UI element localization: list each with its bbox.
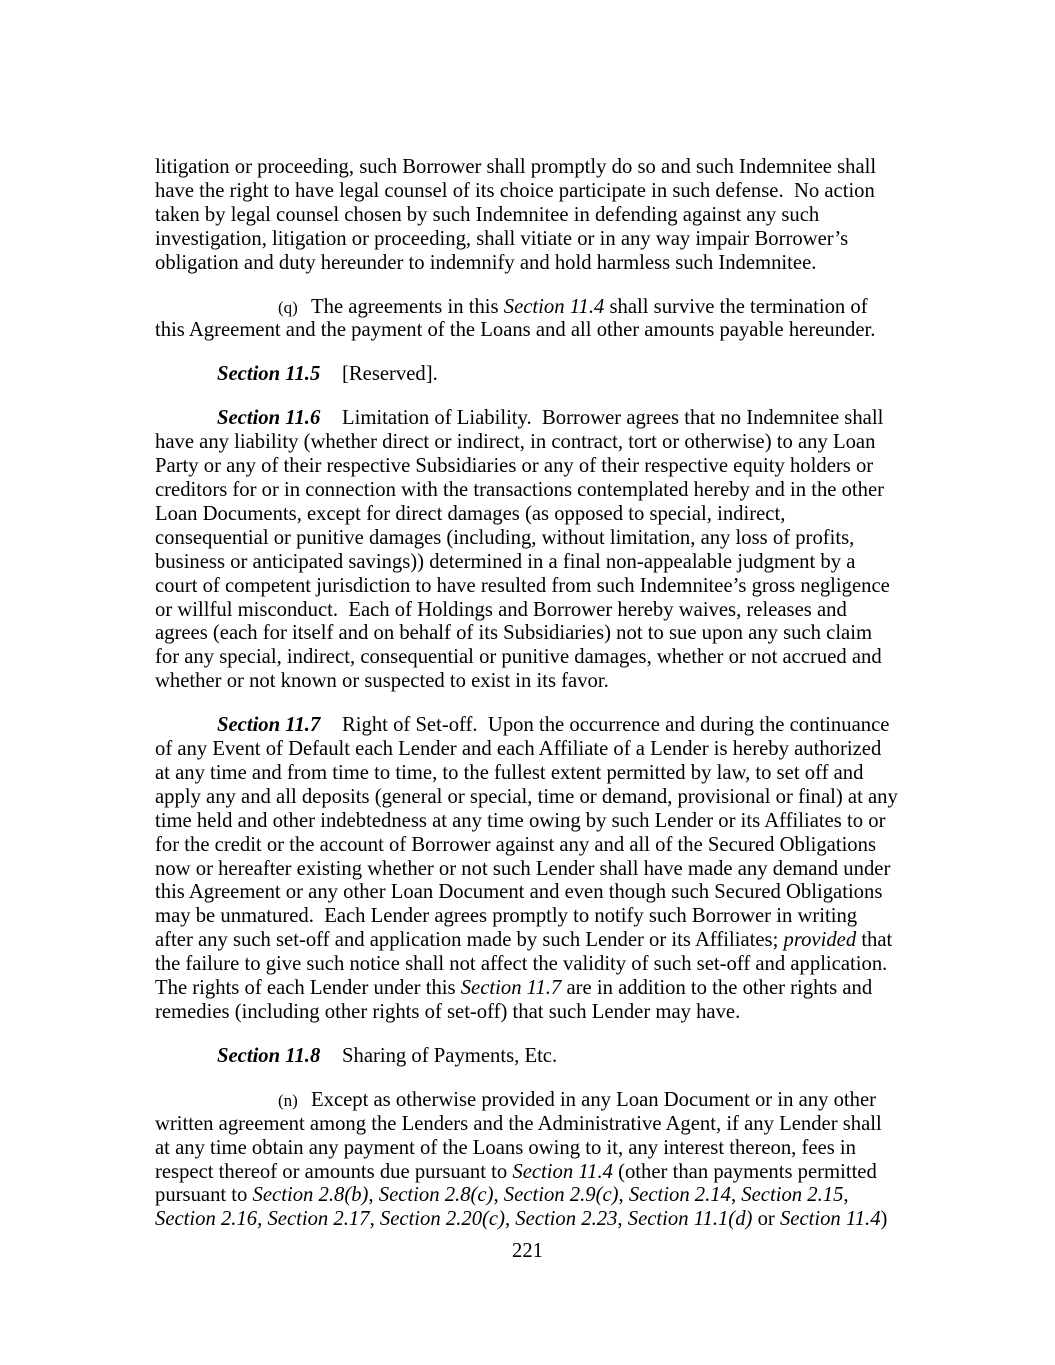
paragraph-continued: [155, 156, 915, 276]
text-line: [155, 228, 915, 252]
text-run: court of competent jurisdiction to have resulted from such Indemnitee’s gross negligence: [155, 574, 890, 597]
text-line: [155, 929, 915, 953]
text-run: time held and other indebtedness at any time owing by such Lender or its Affiliates to or: [155, 809, 886, 832]
section-heading: Section 11.6: [217, 407, 321, 430]
text-line: [155, 156, 915, 180]
section-heading: Section 11.8: [217, 1044, 321, 1067]
text-line: [155, 252, 915, 276]
page-number: 221: [512, 1240, 543, 1262]
section-heading: Section 11.7: [217, 714, 321, 737]
text-line: [155, 670, 915, 694]
italic-text: Section 11.1(d): [627, 1208, 753, 1231]
text-run: ,: [618, 1184, 629, 1207]
text-run: The agreements in this: [311, 295, 504, 318]
text-run: or willful misconduct. Each of Holdings and Borrower hereby waives, releases and: [155, 598, 847, 621]
text-line: [155, 180, 915, 204]
text-line: [155, 503, 915, 527]
text-run: Party or any of their respective Subsidiaries or any of their respective equity holders or: [155, 455, 874, 478]
italic-text: Section 2.8(c): [378, 1184, 494, 1207]
text-line: [155, 738, 915, 762]
text-run: investigation, litigation or proceeding, shall vitiate or in any way impair Borrower’s: [155, 227, 849, 250]
text-run: ,: [257, 1208, 268, 1231]
text-run: at any time and from time to time, to the fullest extent permitted by law, to set off and: [155, 761, 864, 784]
text-line: [155, 1184, 915, 1208]
text-run: have any liability (whether direct or indirect, in contract, tort or otherwise) to any Loan: [155, 431, 876, 454]
text-run: [Reserved].: [342, 363, 438, 386]
text-run: pursuant to: [155, 1184, 253, 1207]
text-line: [155, 1089, 915, 1113]
text-line: [155, 599, 915, 623]
italic-text: Section 2.20(c): [379, 1208, 505, 1231]
text-line: [155, 905, 915, 929]
text-run: ,: [730, 1184, 742, 1207]
text-line: [155, 1001, 915, 1025]
italic-text: Section 2.23: [515, 1208, 618, 1231]
text-run: Sharing of Payments, Etc.: [342, 1044, 558, 1067]
paragraph-section-11-6: [155, 407, 915, 694]
text-run: of any Event of Default each Lender and each Affiliate of a Lender is hereby authorized: [155, 738, 882, 761]
text-line: [155, 479, 915, 503]
text-run: Limitation of Liability. Borrower agrees that no Indemnitee shall: [342, 407, 884, 430]
text-line: [155, 1161, 915, 1185]
text-run: Right of Set-off. Upon the occurrence and during the continuance: [342, 714, 890, 737]
italic-text: Section 2.16: [155, 1208, 258, 1231]
text-run: for any special, indirect, consequential or punitive damages, whether or not accrued and: [155, 646, 882, 669]
text-run: may be unmatured. Each Lender agrees promptly to notify such Borrower in writing: [155, 905, 858, 928]
text-run: business or anticipated savings)) determined in a final non-appealable judgment by a: [155, 550, 856, 573]
text-run: are in addition to the other rights and: [561, 977, 873, 1000]
text-line: [155, 953, 915, 977]
text-run: ): [880, 1208, 888, 1231]
text-line: [155, 762, 915, 786]
text-run: The rights of each Lender under this: [155, 977, 461, 1000]
italic-text: Section 11.4: [779, 1208, 881, 1231]
text-run: creditors for or in connection with the transactions contemplated hereby and in the other: [155, 478, 885, 501]
text-run: ,: [368, 1184, 379, 1207]
text-run: Except as otherwise provided in any Loan Document or in any other: [311, 1088, 877, 1111]
text-run: shall survive the termination of: [604, 295, 868, 318]
text-run: for the credit or the account of Borrower against any and all of the Secured Obligations: [155, 833, 877, 856]
text-line: [155, 431, 915, 455]
text-line: [155, 1137, 915, 1161]
text-line: [155, 810, 915, 834]
text-line: [155, 296, 915, 320]
text-line: [155, 575, 915, 599]
text-line: [155, 1208, 915, 1232]
text-line: [155, 834, 915, 858]
section-heading: Section 11.5: [217, 363, 321, 386]
text-run: taken by legal counsel chosen by such Indemnitee in defending against any such: [155, 203, 820, 226]
italic-text: Section 2.15: [741, 1184, 844, 1207]
text-line: [155, 407, 915, 431]
text-line: [155, 551, 915, 575]
text-run: at any time obtain any payment of the Loans owing to it, any interest thereon, fees in: [155, 1136, 856, 1159]
text-run: this Agreement or any other Loan Document and even though such Secured Obligations: [155, 881, 883, 904]
text-run: the failure to give such notice shall not affect the validity of such set-off and application.: [155, 953, 888, 976]
subsection-label: (q): [278, 297, 298, 317]
text-run: ,: [843, 1184, 849, 1207]
paragraph-section-11-8: [155, 1045, 915, 1069]
subsection-q: [155, 296, 915, 344]
text-run: or: [752, 1208, 780, 1231]
text-line: [155, 622, 915, 646]
text-run: whether or not known or suspected to exist in its favor.: [155, 670, 609, 693]
text-run: (other than payments permitted: [612, 1160, 877, 1183]
text-line: [155, 646, 915, 670]
text-run: now or hereafter existing whether or not such Lender shall have made any demand under: [155, 857, 891, 880]
text-run: ,: [369, 1208, 380, 1231]
text-line: [155, 858, 915, 882]
paragraph-section-11-7: [155, 714, 915, 1025]
subsection-n: [155, 1089, 915, 1232]
text-run: that: [856, 929, 893, 952]
italic-text: Section 2.9(c): [503, 1184, 619, 1207]
text-run: ,: [493, 1184, 504, 1207]
italic-text: Section 11.4: [503, 295, 605, 318]
italic-text: provided: [783, 929, 857, 952]
text-line: [155, 714, 915, 738]
text-run: respect thereof or amounts due pursuant to: [155, 1160, 513, 1183]
text-run: apply any and all deposits (general or special, time or demand, provisional or final) at any: [155, 785, 898, 808]
subsection-label: (n): [278, 1090, 298, 1110]
text-line: [155, 319, 915, 343]
text-line: [155, 204, 915, 228]
text-run: written agreement among the Lenders and the Administrative Agent, if any Lender shall: [155, 1112, 882, 1135]
text-line: [155, 1113, 915, 1137]
text-line: [155, 786, 915, 810]
text-run: remedies (including other rights of set-off) that such Lender may have.: [155, 1001, 741, 1023]
italic-text: Section 2.17: [267, 1208, 370, 1231]
text-line: [155, 1045, 915, 1069]
text-run: consequential or punitive damages (including, without limitation, any loss of profits,: [155, 526, 855, 549]
italic-text: Section 2.8(b): [252, 1184, 369, 1207]
text-line: [155, 977, 915, 1001]
text-line: [155, 455, 915, 479]
text-run: have the right to have legal counsel of its choice participate in such defense. No action: [155, 179, 875, 202]
text-run: ,: [504, 1208, 516, 1231]
text-run: ,: [617, 1208, 628, 1231]
text-line: [155, 363, 915, 387]
text-run: litigation or proceeding, such Borrower shall promptly do so and such Indemnitee shall: [155, 156, 877, 178]
italic-text: Section 2.14: [628, 1184, 731, 1207]
document-body: [155, 156, 915, 1252]
italic-text: Section 11.7: [460, 977, 562, 1000]
text-run: Loan Documents, except for direct damages (as opposed to special, indirect,: [155, 502, 786, 525]
text-run: after any such set-off and application made by such Lender or its Affiliates;: [155, 929, 784, 952]
text-line: [155, 881, 915, 905]
text-run: obligation and duty hereunder to indemnify and hold harmless such Indemnitee.: [155, 251, 817, 274]
text-run: agrees (each for itself and on behalf of its Subsidiaries) not to sue upon any such claim: [155, 622, 873, 645]
text-line: [155, 527, 915, 551]
paragraph-section-11-5: [155, 363, 915, 387]
italic-text: Section 11.4: [512, 1160, 613, 1183]
text-run: this Agreement and the payment of the Loans and all other amounts payable hereunder.: [155, 319, 876, 342]
